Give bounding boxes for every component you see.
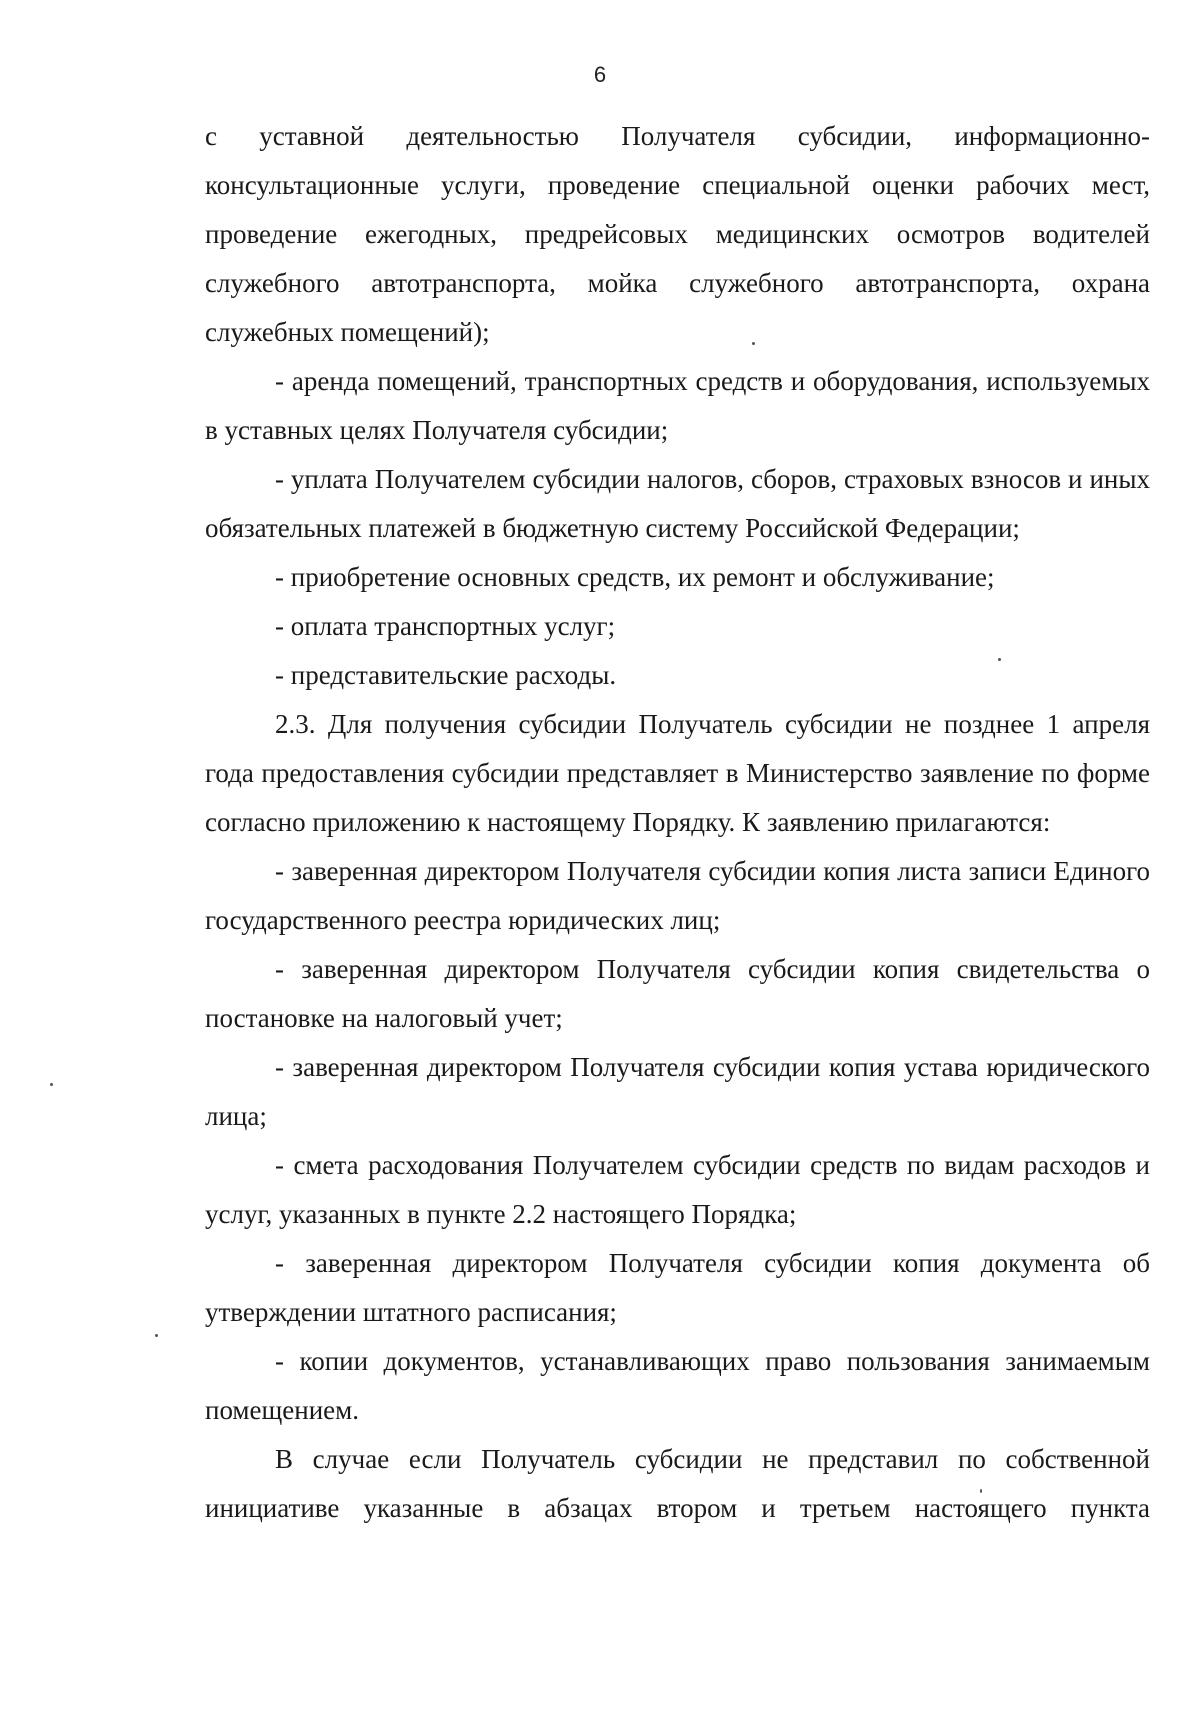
page-number: 6 — [593, 62, 607, 87]
document-body — [205, 112, 1150, 1533]
scan-speck — [752, 342, 755, 345]
list-item-charter-copy: - заверенная директором Получателя субсидии копия устава юридического лица; — [205, 1052, 1150, 1131]
list-item-premises-rights: - копии документов, устанавливающих право пользования занимаемым помещением. — [205, 1346, 1150, 1425]
scan-speck — [155, 1334, 158, 1337]
list-item-rent: - аренда помещений, транспортных средств и оборудования, используемых в уставных целях Получателя субсидии; — [205, 366, 1150, 445]
paragraph-clause-2-3: 2.3. Для получения субсидии Получатель субсидии не позднее 1 апреля года предоставления субсидии представляет в Министерство заявление по форме согласно приложению к настоящему Порядку. К заявлению прилагаются: — [205, 709, 1150, 837]
scan-speck — [50, 1083, 53, 1086]
list-item-representation: - представительские расходы. — [275, 660, 617, 690]
scan-speck — [980, 1489, 982, 1493]
list-item-staff-schedule-copy: - заверенная директором Получателя субсидии копия документа об утверждении штатного расписания; — [205, 1248, 1150, 1327]
list-item-egrul-copy: - заверенная директором Получателя субсидии копия листа записи Единого государственного реестра юридических лиц; — [205, 856, 1150, 935]
scan-speck — [998, 658, 1001, 661]
list-item-tax-registration-copy: - заверенная директором Получателя субсидии копия свидетельства о постановке на налоговый учет; — [205, 954, 1150, 1033]
list-item-fixed-assets: - приобретение основных средств, их ремонт и обслуживание; — [275, 562, 995, 592]
paragraph-if-not-provided: В случае если Получатель субсидии не представил по собственной инициативе указанные в абзацах втором и третьем настоящего пункта — [205, 1444, 1150, 1523]
list-item-expense-estimate: - смета расходования Получателем субсидии средств по видам расходов и услуг, указанных в пункте 2.2 настоящего Порядка; — [205, 1150, 1150, 1229]
list-item-taxes: - уплата Получателем субсидии налогов, сборов, страховых взносов и иных обязательных платежей в бюджетную систему Российской Федерации; — [205, 464, 1150, 543]
list-item-transport: - оплата транспортных услуг; — [275, 611, 616, 641]
paragraph-continuation: с уставной деятельностью Получателя субсидии, информационно-консультационные услуги, проведение специальной оценки рабочих мест, проведение ежегодных, предрейсовых медицинских осмотров водителей служебного автотранспорта, мойка служебного автотранспорта, охрана служебных помещений); — [205, 121, 1150, 347]
